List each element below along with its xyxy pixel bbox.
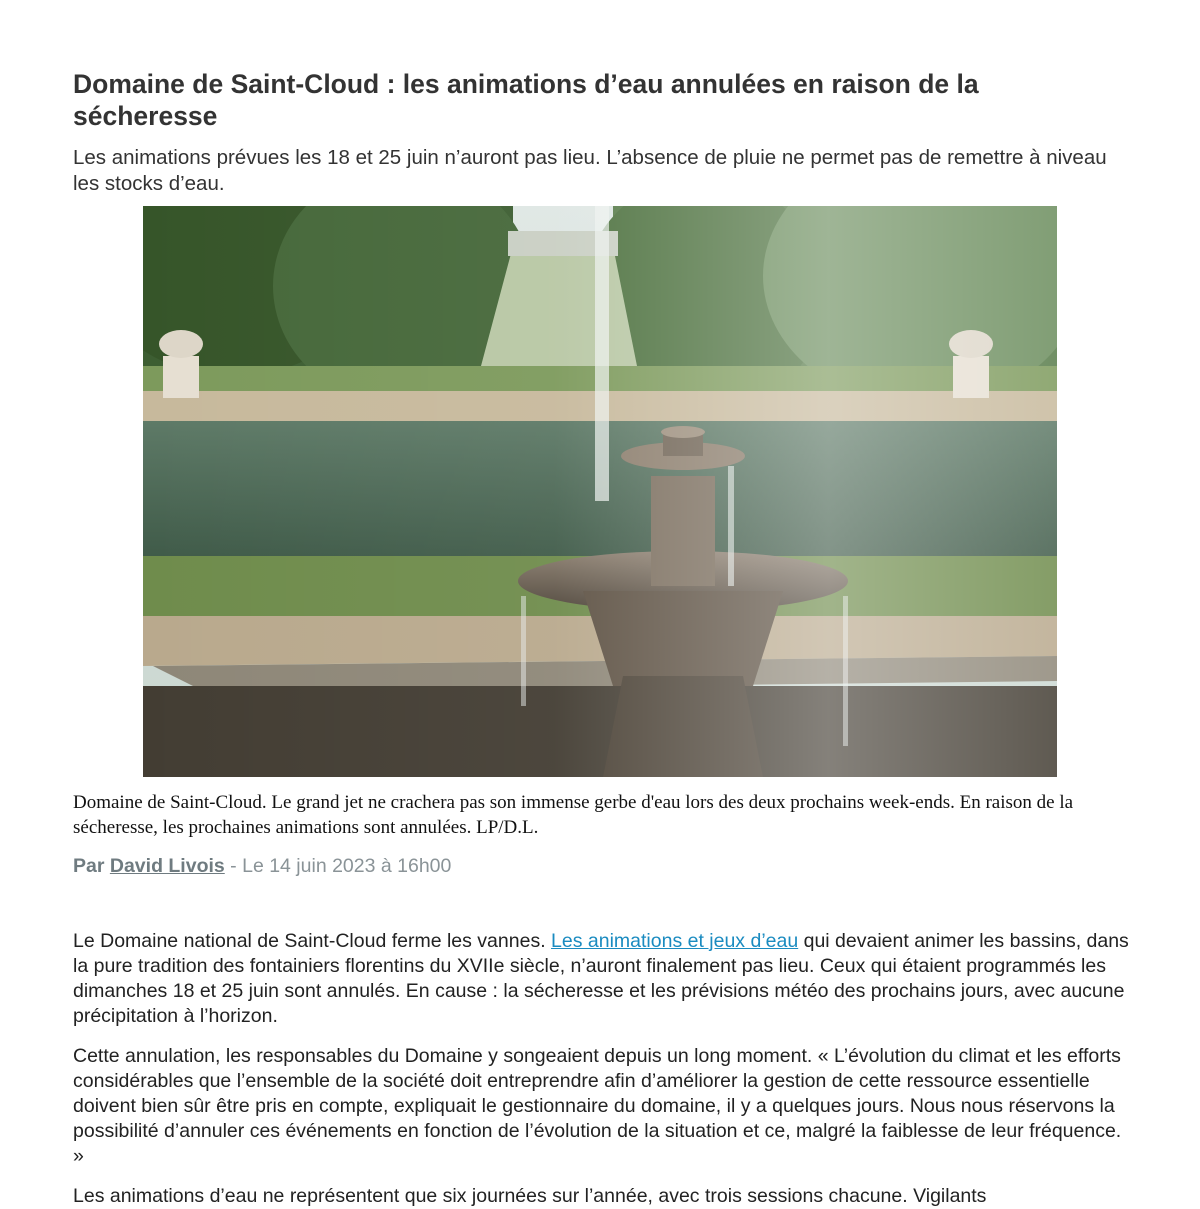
article-byline	[73, 854, 451, 878]
byline-prefix: Par	[73, 855, 105, 877]
publish-date: Le 14 juin 2023 à 16h00	[242, 855, 452, 877]
article-photo	[143, 206, 1057, 777]
author-link[interactable]: David Livois	[109, 855, 225, 877]
paragraph-3: Les animations d’eau ne représentent que six journées sur l’année, avec trois sessions chacune. Vigilants	[73, 1185, 987, 1207]
paragraph-1	[73, 929, 1133, 1029]
byline-separator: -	[224, 855, 243, 877]
paragraph-1-end: qui devaient animer les bassins, dans la pure tradition des fontainiers florentins du XVIIe siècle, n’auront finalement pas lieu. Ceux qui étaient programmés les dimanches 18 et 25 juin sont annulés. En cause : la sécheresse et les prévisions météo des prochains jours, avec aucune précipitation à l’horizon.	[73, 930, 1129, 1027]
paragraph-2: Cette annulation, les responsables du Domaine y songeaient depuis un long moment. « L’évolution du climat et les efforts considérables que l’ensemble de la société doit entreprendre afin d’améliorer la gestion de cette ressource essentielle doivent bien sûr être pris en compte, expliquait le gestionnaire du domaine, il y a quelques jours. Nous nous réservons la possibilité d’annuler ces événements en fonction de l’évolution de la situation et ce, malgré la faiblesse de leur fréquence. »	[73, 1045, 1122, 1167]
article-headline: Domaine de Saint-Cloud : les animations d’eau annulées en raison de la sécheresse	[73, 69, 979, 131]
article-lead: Les animations prévues les 18 et 25 juin n’auront pas lieu. L’absence de pluie ne permet pas de remettre à niveau les stocks d’eau.	[73, 146, 1107, 195]
water-shows-link[interactable]: Les animations et jeux d’eau	[551, 930, 799, 952]
paragraph-1-start: Le Domaine national de Saint-Cloud ferme les vannes.	[73, 930, 552, 952]
photo-caption: Domaine de Saint-Cloud. Le grand jet ne crachera pas son immense gerbe d'eau lors des deux prochains week-ends. En raison de la sécheresse, les prochaines animations sont annulées. LP/D.L.	[73, 792, 1074, 838]
